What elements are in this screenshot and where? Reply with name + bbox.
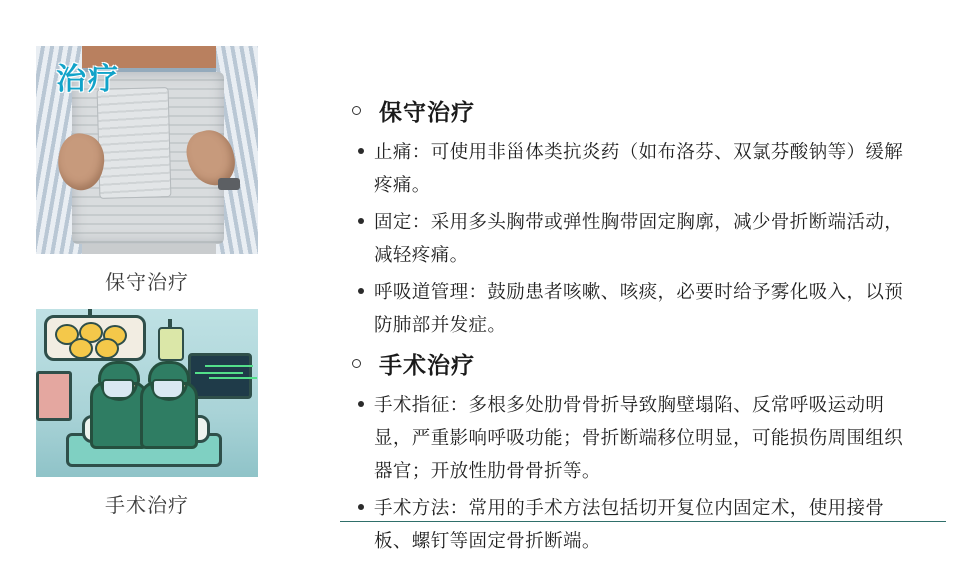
bullet-dot-icon (358, 148, 364, 154)
bullet-dot-icon (358, 401, 364, 407)
media-column (24, 46, 270, 532)
content-column (352, 88, 914, 561)
surgical-lamp-icon (44, 315, 146, 361)
footer-divider (340, 521, 946, 522)
bullet-dot-icon (358, 218, 364, 224)
supply-cabinet (36, 371, 72, 421)
lamp-bulb (69, 338, 93, 359)
bullet-dot-icon (358, 288, 364, 294)
surgeon-figure (140, 363, 192, 449)
surgical-treatment-media (24, 309, 270, 518)
surgical-treatment-caption: 手术治疗 (105, 495, 189, 517)
section-title: 手术治疗 (379, 352, 475, 378)
ring-bullet-icon (352, 106, 361, 115)
ring-bullet-icon (352, 359, 361, 368)
ecg-line (195, 372, 243, 374)
surgical-treatment-illustration (36, 309, 258, 477)
conservative-treatment-photo (36, 46, 258, 254)
list-item (352, 205, 914, 271)
photo-overlay-label: 治疗 (56, 63, 120, 96)
list-item-text: 手术指征：多根多处肋骨骨折导致胸壁塌陷、反常呼吸运动明显，严重影响呼吸功能；骨折断端移位明显，可能损伤周围组织器官；开放性肋骨骨折等。 (374, 394, 904, 481)
photo-brace-flap (97, 87, 172, 199)
list-item-text: 固定：采用多头胸带或弹性胸带固定胸廓，减少骨折断端活动，减轻疼痛。 (374, 211, 904, 265)
vitals-monitor-icon (188, 353, 252, 399)
list-item (352, 135, 914, 201)
list-item-text: 止痛：可使用非甾体类抗炎药（如布洛芬、双氯芬酸钠等）缓解疼痛。 (374, 141, 904, 195)
list-item (352, 491, 914, 557)
iv-bag-icon (158, 327, 184, 361)
conservative-treatment-media (24, 46, 270, 295)
list-item (352, 388, 914, 487)
section-heading-conservative (352, 94, 914, 127)
photo-wristwatch (218, 178, 240, 190)
conservative-treatment-caption: 保守治疗 (105, 272, 189, 294)
surgeon-figure (90, 363, 142, 449)
lamp-bulb (95, 338, 119, 359)
bullet-dot-icon (358, 504, 364, 510)
list-item (352, 275, 914, 341)
surgeon-mask (102, 379, 134, 399)
list-item-text: 呼吸道管理：鼓励患者咳嗽、咳痰，必要时给予雾化吸入，以预防肺部并发症。 (374, 281, 904, 335)
section-heading-surgical (352, 347, 914, 380)
surgeon-mask (152, 379, 184, 399)
list-item-text: 手术方法：常用的手术方法包括切开复位内固定术，使用接骨板、螺钉等固定骨折断端。 (374, 497, 885, 551)
section-title: 保守治疗 (379, 99, 475, 125)
